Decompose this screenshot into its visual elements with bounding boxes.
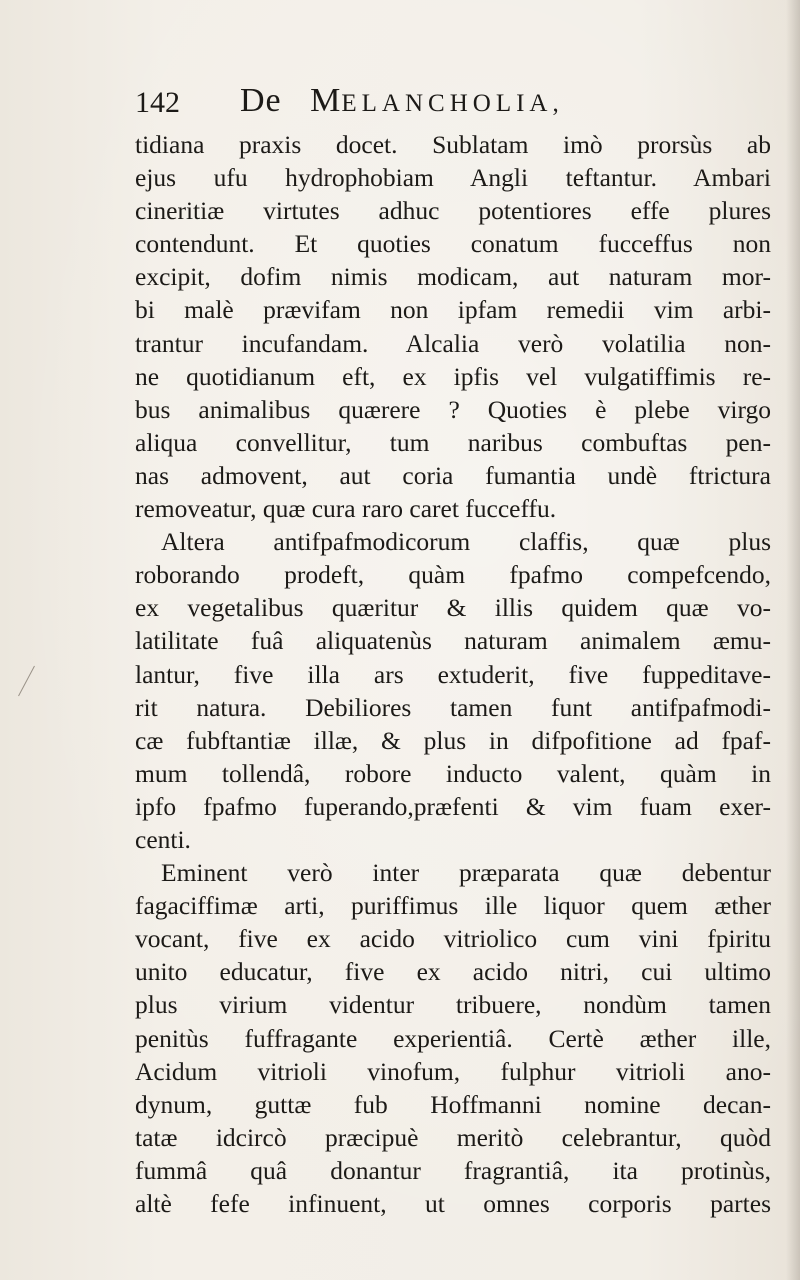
text-line: excipit, dofim nimis modicam, aut naturam mor- (135, 262, 771, 292)
text-line: tidiana praxis docet. Sublatam imò prorsùs ab (135, 130, 771, 159)
text-line: lantur, five illa ars extuderit, five fuppeditave- (135, 659, 771, 689)
text-line: bi malè prævifam non ipfam remedii vim arbi- (135, 295, 771, 325)
text-line: penitùs fuffragante experientiâ. Certè æther ille, (135, 1023, 771, 1053)
page-number: 142 (135, 86, 180, 119)
text-line: latilitate fuâ aliquatenùs naturam animalem æmu- (135, 626, 771, 656)
text-line: Altera antifpafmodicorum claffis, quæ plus (161, 527, 771, 557)
running-title-rest: ELANCHOLIA, (341, 90, 564, 117)
text-line: dynum, guttæ fub Hoffmanni nomine decan- (135, 1089, 771, 1119)
text-line: rit natura. Debiliores tamen funt antifpafmodi- (135, 692, 771, 722)
page-header (135, 82, 775, 122)
text-line: Eminent verò inter præparata quæ debentur (161, 858, 771, 888)
running-title-initial: M (310, 82, 342, 119)
text-line: roborando prodeft, quàm fpafmo compefcendo, (135, 560, 771, 590)
text-line: mum tollendâ, robore inducto valent, quàm in (135, 758, 771, 788)
text-line: tatæ idcircò præcipuè meritò celebrantur, quòd (135, 1122, 771, 1152)
running-title (240, 82, 564, 120)
text-line: altè fefe infinuent, ut omnes corporis partes (135, 1189, 771, 1218)
running-title-first-word: De (240, 82, 282, 119)
text-line: ne quotidianum eft, ex ipfis vel vulgatiffimis re- (135, 361, 771, 391)
text-line: unito educatur, five ex acido nitri, cui ultimo (135, 957, 771, 987)
text-line: cæ fubftantiæ illæ, & plus in difpofitione ad fpaf- (135, 725, 771, 755)
text-line: fummâ quâ donantur fragrantiâ, ita protinùs, (135, 1155, 771, 1185)
text-line: ex vegetalibus quæritur & illis quidem quæ vo- (135, 593, 771, 623)
text-line: centi. (135, 824, 191, 854)
text-line: bus animalibus quærere ? Quoties è plebe virgo (135, 394, 771, 424)
text-line: Acidum vitrioli vinofum, fulphur vitrioli ano- (135, 1056, 771, 1086)
text-line: aliqua convellitur, tum naribus combuftas pen- (135, 427, 771, 457)
text-line: trantur incufandam. Alcalia verò volatilia non- (135, 328, 771, 358)
text-line: removeatur, quæ cura raro caret fucceffu. (135, 494, 557, 524)
text-line: contendunt. Et quoties conatum fucceffus non (135, 229, 771, 259)
margin-pencil-mark (18, 666, 35, 696)
text-line: plus virium videntur tribuere, nondùm tamen (135, 990, 771, 1020)
spine-shadow (786, 0, 800, 1280)
text-line: fagaciffimæ arti, puriffimus ille liquor quem æther (135, 891, 771, 921)
text-line: vocant, five ex acido vitriolico cum vini fpiritu (135, 924, 771, 954)
body-text (135, 128, 771, 1220)
text-line: cineritiæ virtutes adhuc potentiores effe plures (135, 196, 771, 226)
text-line: nas admovent, aut coria fumantia undè ftrictura (135, 460, 771, 490)
text-line: ejus ufu hydrophobiam Angli teftantur. Ambari (135, 163, 771, 193)
text-line: ipfo fpafmo fuperando,præfenti & vim fuam exer- (135, 791, 771, 821)
